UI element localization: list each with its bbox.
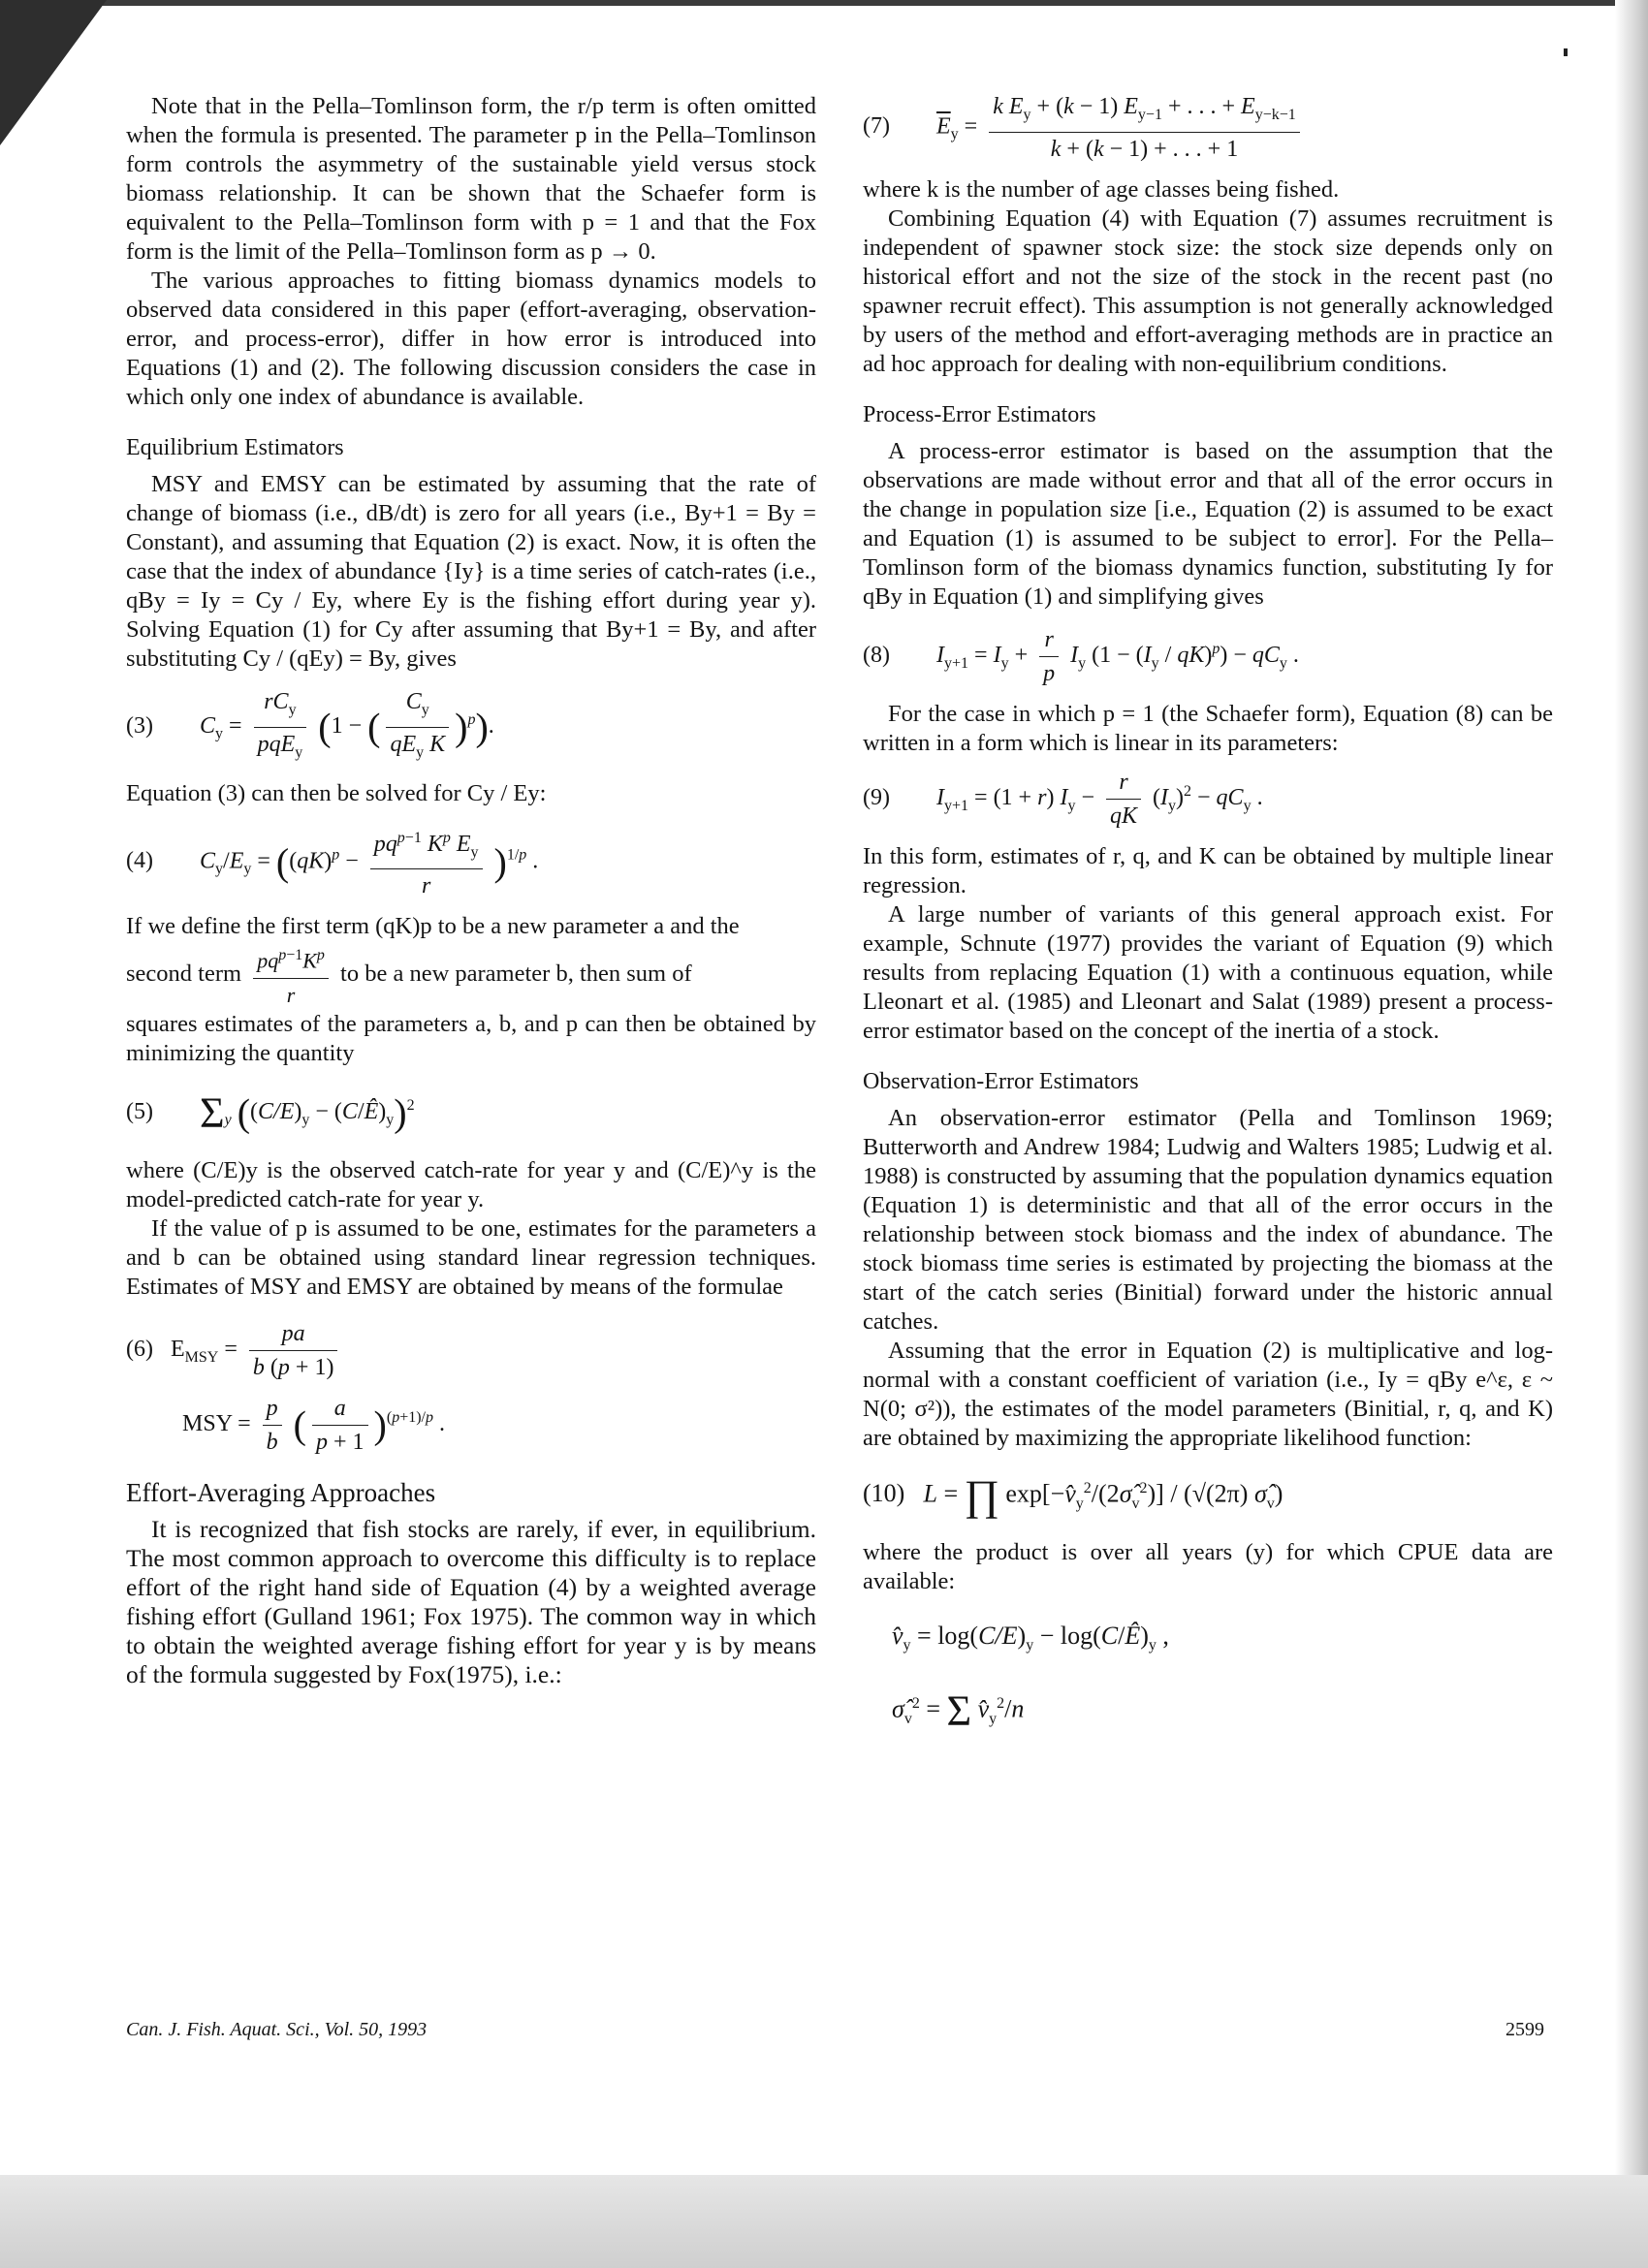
paragraph: where the product is over all years (y) for which CPUE data are available: xyxy=(863,1538,1553,1594)
equation-number: (3) xyxy=(126,712,153,739)
paragraph: It is recognized that fish stocks are rarely, if ever, in equilibrium. The most common approach to overcome this difficulty is to replace effort of the right hand side of Equation (4) by a weighted average fishing effort (Gulland 1961; Fox 1975). The common way in which to obtain the weighted average fishing effort for year y is by means of the formula suggested by Fox(1975), i.e.: xyxy=(126,1514,816,1688)
paragraph: Equation (3) can then be solved for Cy / Ey: xyxy=(126,779,547,806)
equation-number: (10) xyxy=(863,1479,905,1508)
paragraph: Combining Equation (4) with Equation (7) assumes recruitment is independent of spawner stock size: the stock size depends only on historical effort and not the size of the stock in the recent past (no spawner recruit effect). This assumption is not generally acknowledged by users of the method and effort-averaging methods are in practice an ad hoc approach for dealing with non-equilibrium conditions. xyxy=(863,205,1553,377)
equation-number: (5) xyxy=(126,1098,153,1124)
paragraph: where k is the number of age classes being fished. xyxy=(863,175,1340,203)
equation-8: (8) $I_{y+1} = I_y$ + $\frac{r}{p}$ $I_y$ $(1 - (I_y / qK)^p) - qC_y$ . xyxy=(863,626,1299,686)
text-fragment: to be a new parameter b, then sum of xyxy=(340,961,692,988)
paragraph: MSY and EMSY can be estimated by assuming that the rate of change of biomass (i.e., dB/dt) is zero for all years (i.e., By+1 = By = Constant), and assuming that Equation (2) is exact. Now, it is often the case that the index of abundance {Iy} is a time series of catch-rates (i.e., qBy = Iy = Cy / Ey, where Ey is the fishing effort during year y). Solving Equation (1) for Cy after assuming that By+1 = By, and after substituting Cy / (qEy) = By, gives xyxy=(126,471,816,672)
equation-number: (6) xyxy=(126,1336,153,1362)
scan-corner-fold xyxy=(0,0,107,145)
paragraph: A process-error estimator is based on the assumption that the observations are made without error and that all of the error occurs in the change in population size [i.e., Equation (2) is assumed to be exact and Equation (1) is assumed to be subject to error]. For the Pella–Tomlinson form of the biomass dynamics function, substituting Iy for qBy in Equation (1) and simplifying gives xyxy=(863,437,1553,610)
equation-number: (9) xyxy=(863,784,890,810)
paragraph: An observation-error estimator (Pella and Tomlinson 1969; Butterworth and Andrew 1984; Ludwig and Walters 1985; Ludwig et al. 1988) is constructed by assuming that the population dynamics equation (Equation 1) is deterministic and that all of the error occurs in the relationship between stock biomass and the index of abundance. The stock biomass time series is estimated by projecting the biomass at the start of the catch series (Binitial) forward under the historic annual catches. xyxy=(863,1104,1553,1335)
paragraph: If the value of p is assumed to be one, estimates for the parameters a and b can be obtained using standard linear regression techniques. Estimates of MSY and EMSY are obtained by means of the formulae xyxy=(126,1214,816,1300)
scan-border-bottom xyxy=(0,2175,1648,2268)
equation-number: (8) xyxy=(863,642,890,668)
page-number: 2599 xyxy=(1505,2019,1544,2040)
equation-number: (4) xyxy=(126,848,153,873)
section-heading-effort-averaging: Effort-Averaging Approaches xyxy=(126,1477,436,1507)
equation-3: (3) $C_y$ = $\frac{rC_y}{pqE_y}$ (1 − ( $\frac{C_y}{qE_y K}$ )$^p$). xyxy=(126,689,494,761)
scan-border-top xyxy=(58,0,1648,6)
equation-9: (9) $I_{y+1} = (1 + r) I_y$ − $\frac{r}{qK}$ $(I_y)^2 - qC_y$ . xyxy=(863,769,1263,829)
paragraph: In this form, estimates of r, q, and K can be obtained by multiple linear regression. xyxy=(863,842,1553,898)
equation-7: (7) $\overline{E}_y$ = $\frac{k E_y + (k - 1) E_{y-1} + . . . + E_{y-k-1}}{k + (k - 1) + . . . + 1}$ xyxy=(863,92,1553,164)
journal-citation: Can. J. Fish. Aquat. Sci., Vol. 50, 1993 xyxy=(126,2019,428,2040)
equation-variance: $\sigmâ_v^2 = \Sigma$ $v̂_y^2/n$ xyxy=(892,1686,1025,1735)
scan-speck xyxy=(1564,48,1568,56)
text-fragment: second term xyxy=(126,961,242,988)
equation-residual: $v̂_y = \log(C/E)_y$ − $\log(C/Ê)_y$ , xyxy=(892,1621,1169,1654)
paragraph: If we define the first term (qK)p to be a new parameter a and the xyxy=(126,913,740,940)
paragraph: A large number of variants of this general approach exist. For example, Schnute (1977) provides the variant of Equation (9) which results from replacing Equation (1) with a continuous equation, while Lleonart et al. (1985) and Lleonart and Salat (1989) present a process-error estimator based on the concept of the inertia of a stock. xyxy=(863,900,1553,1044)
paragraph: Assuming that the error in Equation (2) is multiplicative and log-normal with a constant coefficient of variation (i.e., Iy = qBy e^ε, ε ~ N(0; σ²)), the estimates of the model parameters (Binitial, r, q, and K) are obtained by maximizing the appropriate likelihood function: xyxy=(863,1337,1553,1451)
paragraph: Note that in the Pella–Tomlinson form, the r/p term is often omitted when the formula is presented. The parameter p in the Pella–Tomlinson form controls the asymmetry of the sustainable yield versus stock biomass relationship. It can be shown that the Schaefer form is equivalent to the Pella–Tomlinson form with p = 1 and that the Fox form is the limit of the Pella–Tomlinson form as p → 0. xyxy=(126,93,816,265)
equation-6-msy: MSY = $\frac{p}{b}$ ( $\frac{a}{p + 1}$ )$^{(p+1)/p}$ . xyxy=(182,1395,445,1455)
paragraph: The various approaches to fitting biomass dynamics models to observed data considered in this paper (effort-averaging, observation-error, and process-error), differ in how error is introduced into Equations (1) and (2). The following discussion considers the case in which only one index of abundance is available. xyxy=(126,268,816,410)
section-heading-process-error: Process-Error Estimators xyxy=(863,401,1096,427)
right-column xyxy=(863,92,1553,1746)
equation-5: (5) $\Sigma_y$ ($(C/E)_y$ − $(C/Ê)_y)^2$ xyxy=(126,1088,415,1137)
paragraph: For the case in which p = 1 (the Schaefer form), Equation (8) can be written in a form which is linear in its parameters: xyxy=(863,700,1553,756)
scan-border-right xyxy=(1615,0,1648,2181)
section-heading-observation-error: Observation-Error Estimators xyxy=(863,1068,1139,1094)
equation-number: (7) xyxy=(863,113,890,140)
paragraph: where (C/E)y is the observed catch-rate for year y and (C/E)^y is the model-predicted catch-rate for year y. xyxy=(126,1156,816,1213)
equation-10: (10) L = ∏ $\exp[-v̂_y^2/(2\sigmâ_v^2)] / (√(2\pi)$ $\sigmâ_v$) xyxy=(863,1471,1284,1520)
equation-6: (6) $E_{MSY}$ = $\frac{pa}{b (p + 1)}$ xyxy=(126,1319,816,1382)
left-column xyxy=(126,92,816,1689)
section-heading-equilibrium: Equilibrium Estimators xyxy=(126,435,344,460)
paragraph: squares estimates of the parameters a, b, and p can then be obtained by minimizing the quantity xyxy=(126,1010,816,1066)
equation-4: (4) $C_y/E_y = ((qK)^p$ − $\frac{pq^{p-1} K^p E_y}{r}$ )$^{1/p}$ . xyxy=(126,824,816,901)
paragraph-inline-fraction: second term $\frac{pq^{p-1}K^p}{r}$ to be a new parameter b, then sum of xyxy=(126,941,816,1009)
